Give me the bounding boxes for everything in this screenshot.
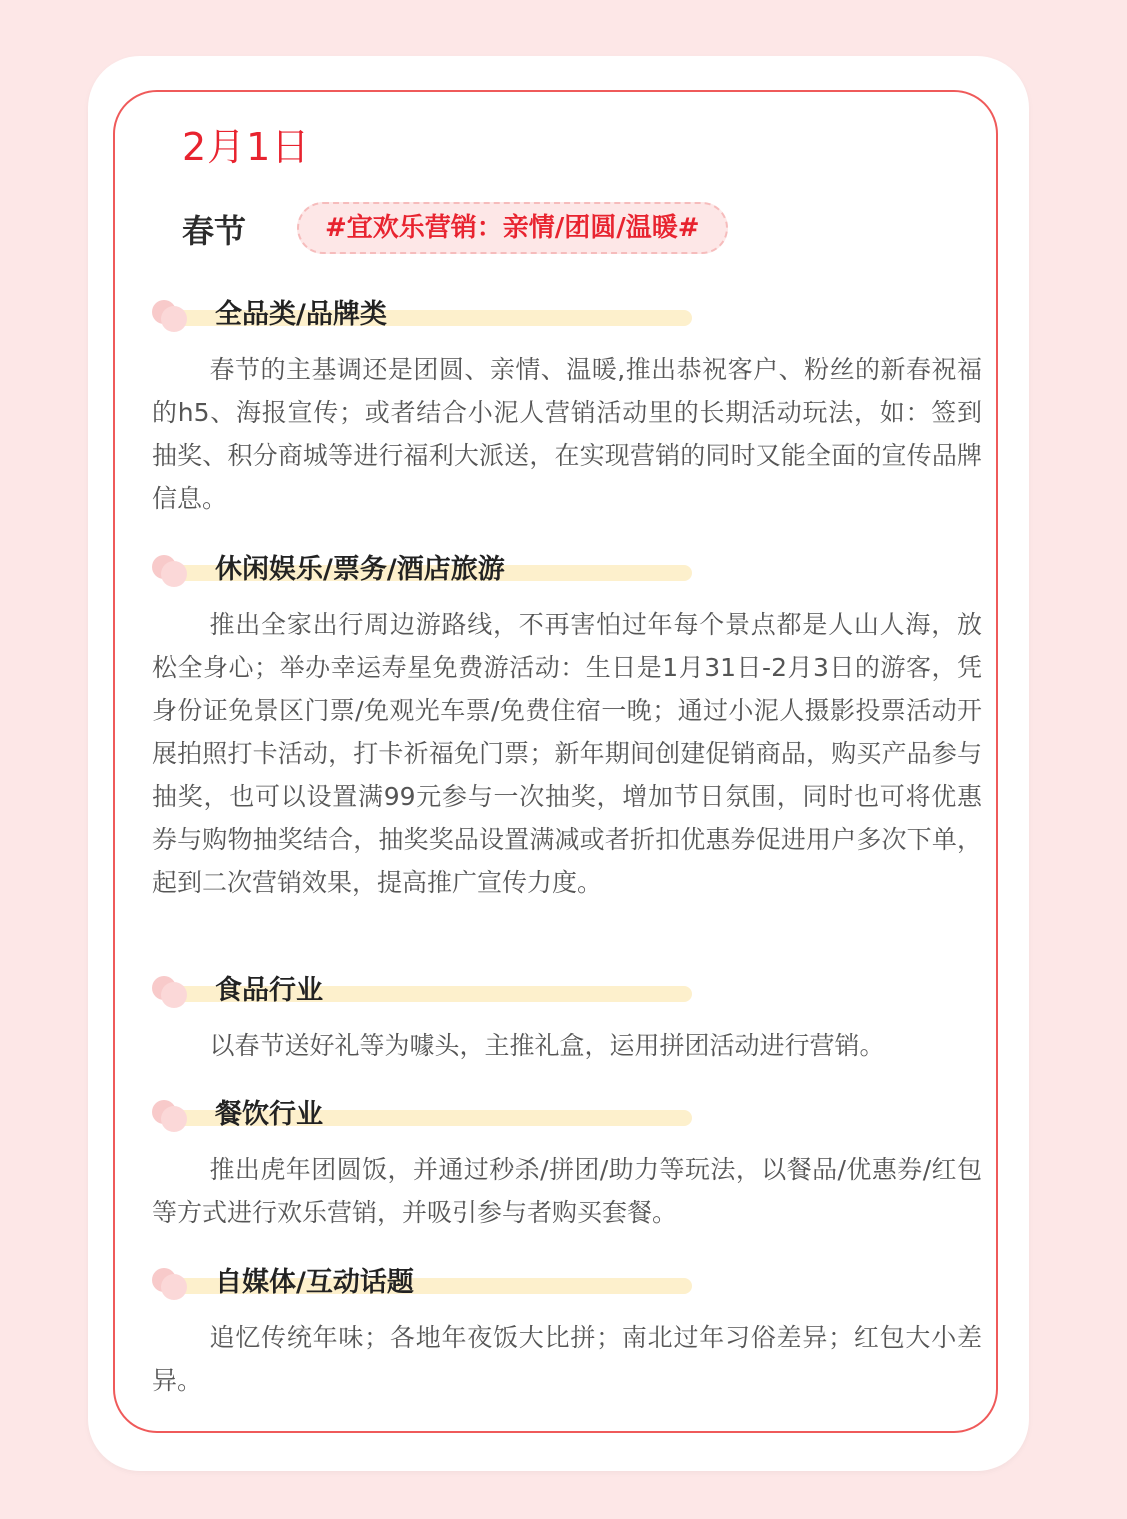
section-all-categories — [152, 292, 982, 520]
card-frame — [113, 90, 998, 1433]
heading-dot-icon — [161, 1274, 187, 1300]
section-self-media — [152, 1260, 982, 1402]
section-body: 以春节送好礼等为噱头，主推礼盒，运用拼团活动进行营销。 — [209, 1031, 885, 1060]
section-leisure-travel — [152, 547, 982, 904]
section-body: 追忆传统年味；各地年夜饭大比拼；南北过年习俗差异；红包大小差异。 — [152, 1323, 982, 1395]
section-title: 自媒体/互动话题 — [215, 1267, 414, 1298]
section-body: 推出虎年团圆饭，并通过秒杀/拼团/助力等玩法，以餐品/优惠券/红包等方式进行欢乐营销，并吸引参与者购买套餐。 — [152, 1155, 982, 1227]
section-body: 春节的主基调还是团圆、亲情、温暖,推出恭祝客户、粉丝的新春祝福的h5、海报宣传；或者结合小泥人营销活动里的长期活动玩法，如：签到抽奖、积分商城等进行福利大派送，在实现营销的同时又能全面的宣传品牌信息。 — [152, 355, 982, 513]
section-body: 推出全家出行周边游路线，不再害怕过年每个景点都是人山人海，放松全身心；举办幸运寿星免费游活动：生日是1月31日-2月3日的游客，凭身份证免景区门票/免观光车票/免费住宿一晚；通过小泥人摄影投票活动开展拍照打卡活动，打卡祈福免门票；新年期间创建促销商品，购买产品参与抽奖，也可以设置满99元参与一次抽奖，增加节日氛围，同时也可将优惠券与购物抽奖结合，抽奖奖品设置满减或者折扣优惠券促进用户多次下单，起到二次营销效果，提高推广宣传力度。 — [152, 610, 982, 897]
section-title: 休闲娱乐/票务/酒店旅游 — [215, 554, 505, 585]
section-title: 食品行业 — [215, 975, 323, 1006]
section-heading — [152, 547, 972, 587]
content-card — [88, 56, 1029, 1471]
section-title: 餐饮行业 — [215, 1099, 323, 1130]
festival-name: 春节 — [182, 212, 247, 250]
section-heading — [152, 968, 972, 1008]
section-food-industry — [152, 968, 972, 1067]
section-heading — [152, 292, 972, 332]
marketing-tag: #宜欢乐营销：亲情/团圆/温暖# — [297, 202, 728, 254]
section-heading — [152, 1092, 972, 1132]
date-title: 2月1日 — [182, 125, 311, 169]
heading-dot-icon — [161, 561, 187, 587]
heading-dot-icon — [161, 306, 187, 332]
section-title: 全品类/品牌类 — [215, 299, 387, 330]
section-catering-industry — [152, 1092, 982, 1234]
heading-dot-icon — [161, 1106, 187, 1132]
heading-dot-icon — [161, 982, 187, 1008]
section-heading — [152, 1260, 972, 1300]
